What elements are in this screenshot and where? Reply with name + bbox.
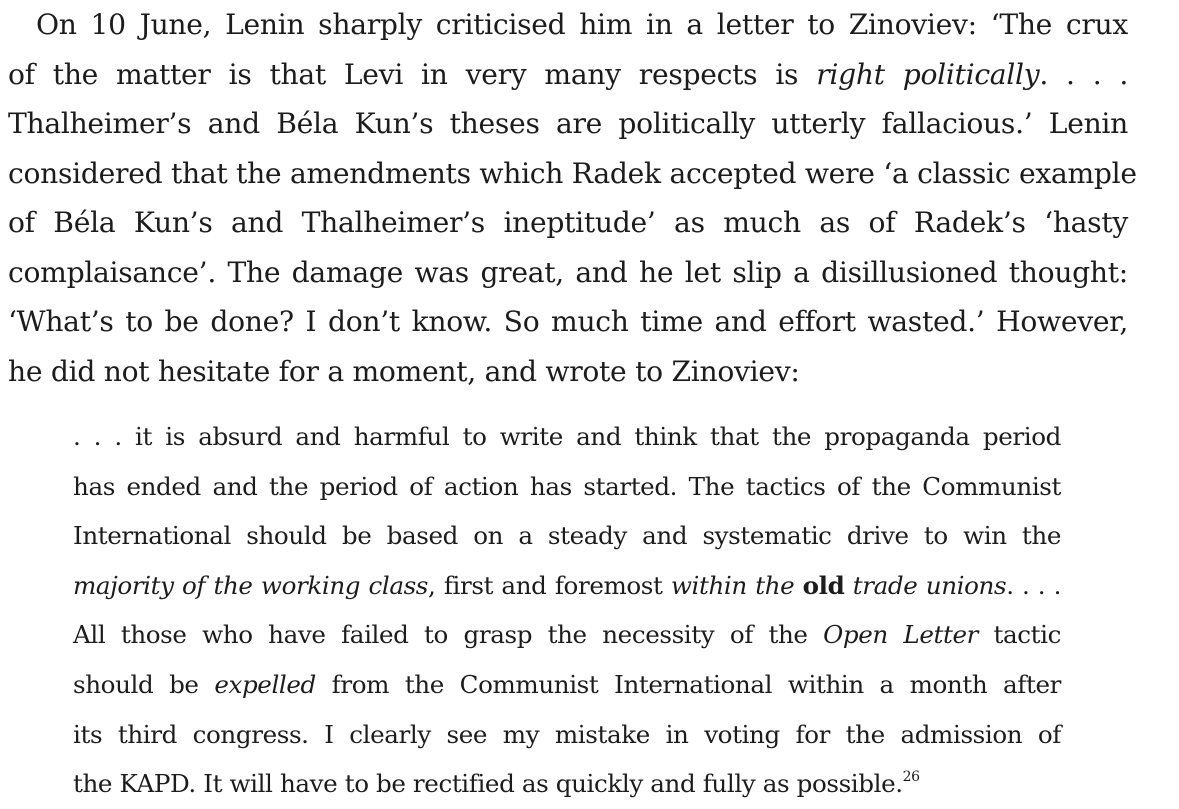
quote-line: . . . it is absurd and harmful to write and think that the propaganda period <box>73 422 1061 451</box>
quote-line: All those who have failed to grasp the necessity of the Open Letter tactic <box>73 620 1061 650</box>
paragraph-line: ‘What’s to be done? I don’t know. So much time and effort wasted.’ However, <box>8 305 1128 338</box>
paragraph-line: complaisance’. The damage was great, and he let slip a disillusioned thought: <box>8 255 1128 289</box>
paragraph-line: of the matter is that Levi in very many respects is right politically. . . . <box>8 57 1129 91</box>
quote-line: majority of the working class, first and foremost within the old trade unions. . . . <box>73 570 1062 600</box>
paragraph-line: of Béla Kun’s and Thalheimer’s ineptitude’ as much as of Radek’s ‘hasty <box>8 206 1128 239</box>
footnote-marker: 26 <box>902 769 920 786</box>
quote-line: has ended and the period of action has started. The tactics of the Communist <box>73 471 1061 501</box>
paragraph-line: considered that the amendments which Radek accepted were ‘a classic example <box>8 156 1137 190</box>
paragraph-line: Thalheimer’s and Béla Kun’s theses are politically utterly fallacious.’ Lenin <box>8 107 1128 140</box>
paragraph-line: he did not hesitate for a moment, and wrote to Zinoviev: <box>8 354 800 388</box>
quote-line: International should be based on a steady and systematic drive to win the <box>73 521 1061 551</box>
main-paragraph <box>8 0 1137 396</box>
quote-line: the KAPD. It will have to be rectified as quickly and fully as possible.$^{26}$ <box>73 769 920 799</box>
quote-line: should be expelled from the Communist International within a month after <box>73 669 1061 699</box>
quote-line: its third congress. I clearly see my mistake in voting for the admission of <box>73 719 1061 749</box>
paragraph-line: On 10 June, Lenin sharply criticised him in a letter to Zinoviev: ‘The crux <box>36 8 1128 41</box>
block-quote <box>73 412 1061 809</box>
